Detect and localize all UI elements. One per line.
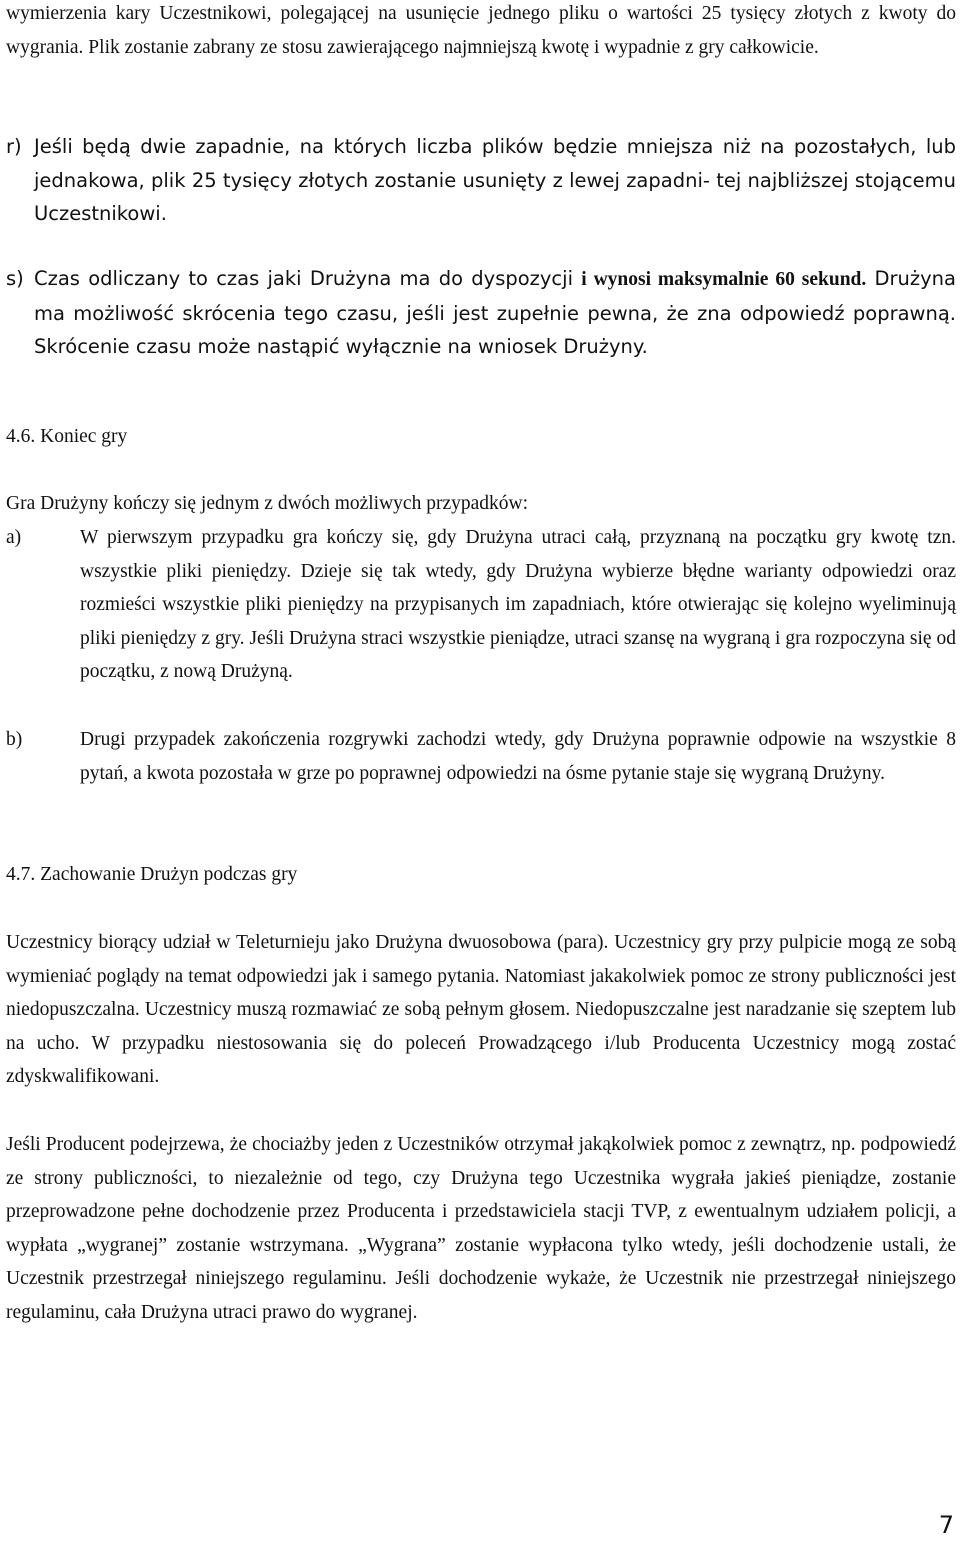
end-case-b-text: Drugi przypadek zakończenia rozgrywki zachodzi wtedy, gdy Drużyna poprawnie odpowie na wszystkie 8 pytań, a kwota pozostała w grze po poprawnej odpowiedzi na ósme pytanie staje się wygraną Drużyny.	[80, 729, 956, 784]
rule-s-text-bold: i wynosi maksymalnie 60 sekund.	[581, 269, 867, 290]
end-case-b	[6, 723, 956, 790]
rule-s-text-after: Drużyna ma możliwość skrócenia tego czasu, jeśli jest zupełnie pewna, że zna odpowiedź poprawną. Skrócenie czasu może nastąpić wyłącznie na wniosek Drużyny.	[34, 267, 956, 359]
intro-paragraph: wymierzenia kary Uczestnikowi, polegającej na usunięcie jednego pliku o wartości 25 tysięcy złotych z kwoty do wygrania. Plik zostanie zabrany ze stosu zawierającego najmniejszą kwotę i wypadnie z gry całkowicie.	[6, 3, 956, 58]
section-4-7-heading: 4.7. Zachowanie Drużyn podczas gry	[6, 864, 298, 885]
section-4-7-paragraph-1: Uczestnicy biorący udział w Teleturnieju jako Drużyna dwuosobowa (para). Uczestnicy gry przy pulpicie mogą ze sobą wymieniać poglądy na temat odpowiedzi jak i samego pytania. Natomiast jakakolwiek pomoc ze strony publiczności jest niedopuszczalna. Uczestnicy muszą rozmawiać ze sobą pełnym głosem. Niedopuszczalne jest naradzanie się szeptem lub na ucho. W przypadku niestosowania się do poleceń Prowadzącego i/lub Producenta Uczestnicy mogą zostać zdyskwalifikowani.	[6, 932, 956, 1088]
rule-r-marker: r)	[6, 135, 22, 158]
end-case-a-marker: a)	[6, 527, 22, 548]
rule-r-item	[6, 130, 956, 231]
end-case-a	[6, 521, 956, 689]
end-case-a-text: W pierwszym przypadku gra kończy się, gdy Drużyna utraci całą, przyznaną na początku gry kwotę tzn. wszystkie pliki pieniędzy. Dzieje się tak wtedy, gdy Drużyna wybierze błędne warianty odpowiedzi oraz rozmieści wszystkie pliki pieniędzy na przypisanych im zapadniach, które otwierając się kolejno wyeliminują pliki pieniędzy z gry. Jeśli Drużyna straci wszystkie pieniądze, utraci szansę na wygraną i gra rozpoczyna się od początku, z nową Drużyną.	[80, 527, 956, 683]
rule-r-text: Jeśli będą dwie zapadnie, na których liczba plików będzie mniejsza niż na pozostałych, lub jednakowa, plik 25 tysięcy złotych zostanie usunięty z lewej zapadni- tej najbliższej stojącemu Uczestnikowi.	[34, 135, 956, 226]
rule-s-marker: s)	[6, 267, 24, 290]
rule-s-text-before: Czas odliczany to czas jaki Drużyna ma do dyspozycji	[34, 267, 582, 290]
page-number: 7	[938, 1511, 954, 1539]
rule-s-item	[6, 262, 956, 364]
section-4-6-heading: 4.6. Koniec gry	[6, 426, 128, 447]
end-case-b-marker: b)	[6, 729, 23, 750]
section-4-7-paragraph-2: Jeśli Producent podejrzewa, że chociażby jeden z Uczestników otrzymał jakąkolwiek pomoc z zewnątrz, np. podpowiedź ze strony publiczności, to niezależnie od tego, czy Drużyna tego Uczestnika wygrała jakieś pieniądze, zostanie przeprowadzone pełne dochodzenie przez Producenta i przedstawiciela stacji TVP, z ewentualnym udziałem policji, a wypłata „wygranej” zostanie wstrzymana. „Wygrana” zostanie wypłacona tylko wtedy, jeśli dochodzenie ustali, że Uczestnik przestrzegał niniejszego regulaminu. Jeśli dochodzenie wykaże, że Uczestnik nie przestrzegał niniejszego regulaminu, cała Drużyna utraci prawo do wygranej.	[6, 1134, 956, 1323]
section-4-6-lead: Gra Drużyny kończy się jednym z dwóch możliwych przypadków:	[6, 493, 529, 514]
